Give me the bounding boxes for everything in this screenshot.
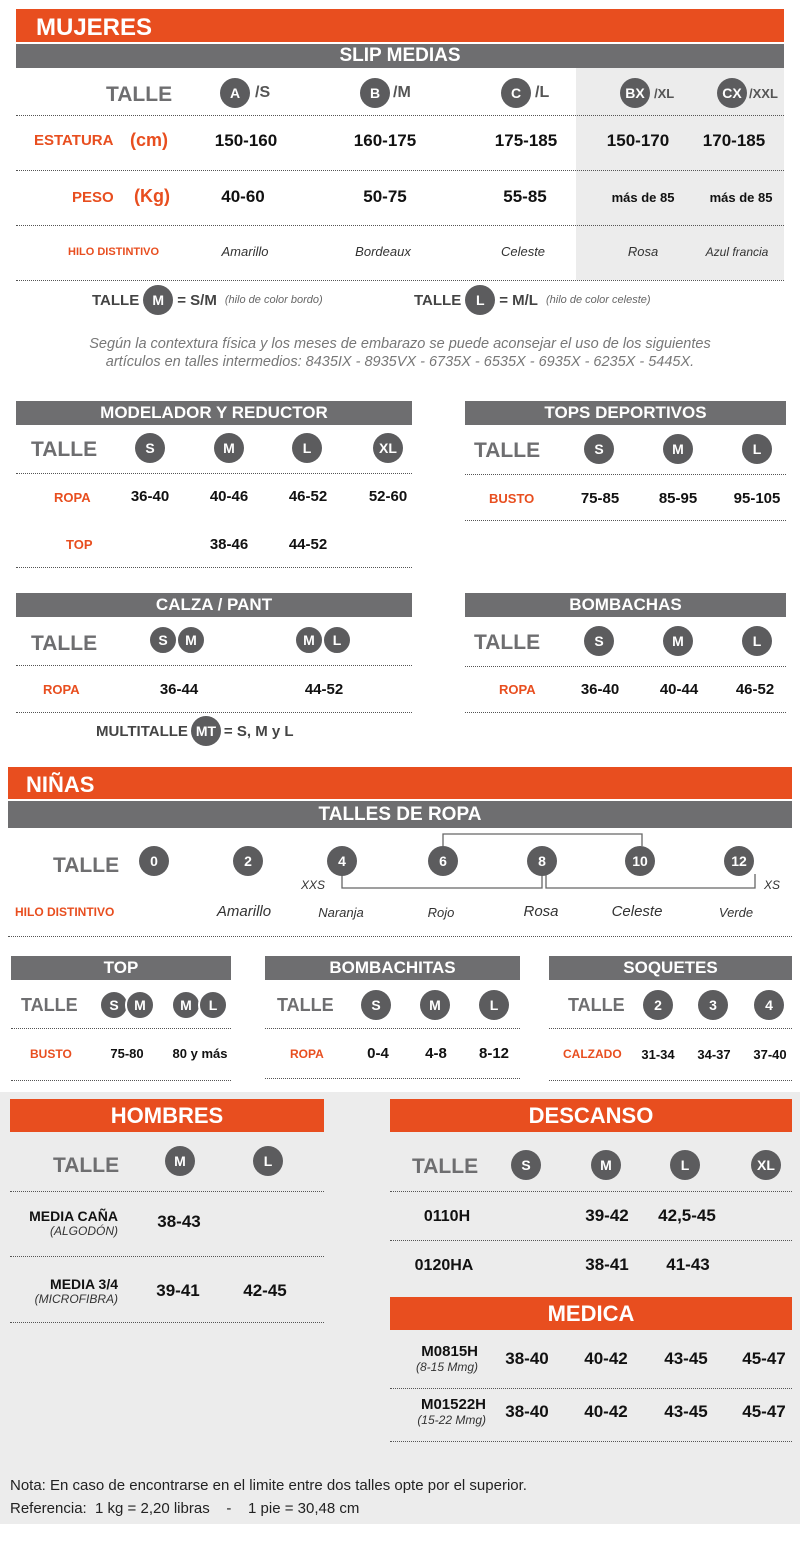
divider — [16, 280, 784, 281]
xs-label: XS — [764, 878, 781, 892]
tops-busto-l: 95-105 — [733, 490, 781, 507]
multitalle-label: MULTITALLE — [96, 722, 188, 740]
modelador-l-circle: L — [292, 433, 322, 463]
size-b-circle: B — [360, 78, 390, 108]
soquetes-calzado-2: 31-34 — [641, 1047, 675, 1062]
descanso-0110h-m: 39-42 — [585, 1206, 629, 1225]
note-l-eq: = M/L — [499, 291, 538, 309]
estatura-unit: (cm) — [130, 130, 169, 150]
divider — [11, 1080, 231, 1081]
divider — [549, 1028, 792, 1029]
hombres-m-circle: M — [165, 1146, 195, 1176]
ninas-top-header: TOP — [11, 956, 231, 980]
bombachas-talle-label: TALLE — [474, 631, 541, 654]
size-c-circle: C — [501, 78, 531, 108]
divider — [10, 1191, 324, 1192]
note-talle-label: TALLE — [92, 291, 140, 309]
bracket-4-8 — [342, 874, 542, 888]
modelador-ropa-label: ROPA — [54, 490, 91, 505]
soquetes-header: SOQUETES — [549, 956, 792, 980]
m0815h-row-label — [390, 1343, 478, 1374]
m01522h-name: M01522H — [420, 1396, 486, 1413]
bracket-8-12 — [546, 874, 755, 888]
soquetes-talle-label: TALLE — [568, 995, 625, 1015]
descanso-0110h-l: 42,5-45 — [658, 1206, 716, 1225]
ninas-top-m2-circle: M — [171, 990, 201, 1020]
size-a-circle: A — [220, 78, 250, 108]
descanso-0120ha-name: 0120HA — [414, 1257, 474, 1274]
note-m-hint: (hilo de color bordo) — [224, 294, 323, 306]
ninas-top-talle-label: TALLE — [21, 995, 78, 1015]
soquetes-calzado-3: 34-37 — [697, 1047, 731, 1062]
hilo-cx: Azul francia — [705, 245, 769, 259]
divider — [465, 712, 786, 713]
multitalle-eq: = S, M y L — [223, 722, 294, 740]
m01522h-m: 40-42 — [584, 1402, 628, 1421]
note-m-eq: = S/M — [177, 291, 217, 309]
divider — [390, 1191, 792, 1192]
m0815h-name: M0815H — [421, 1343, 478, 1360]
talles-de-ropa-header: TALLES DE ROPA — [8, 801, 792, 828]
bombachas-ropa-label: ROPA — [499, 682, 536, 697]
ninas-top-busto-sm: 75-80 — [110, 1046, 144, 1061]
estatura-a: 150-160 — [214, 131, 278, 150]
peso-unit: (Kg) — [134, 186, 170, 206]
size-2-circle: 2 — [233, 846, 263, 876]
descanso-s-circle: S — [511, 1150, 541, 1180]
bombachitas-header: BOMBACHITAS — [265, 956, 520, 980]
divider — [16, 712, 412, 713]
divider — [11, 1028, 231, 1029]
descanso-xl-circle: XL — [751, 1150, 781, 1180]
soquetes-3-circle: 3 — [698, 990, 728, 1020]
calza-ropa-sm: 36-44 — [159, 681, 199, 698]
descanso-l-circle: L — [670, 1150, 700, 1180]
ninas-hilo-amarillo: Amarillo — [216, 903, 272, 920]
hombres-header: HOMBRES — [10, 1099, 324, 1132]
bombachas-l-circle: L — [742, 626, 772, 656]
modelador-m-circle: M — [214, 433, 244, 463]
xxs-label: XXS — [301, 878, 326, 892]
descanso-0110h-name: 0110H — [423, 1208, 471, 1225]
ninas-top-l-circle: L — [198, 990, 228, 1020]
modelador-ropa-xl: 52-60 — [368, 488, 408, 505]
multitalle-note — [96, 716, 294, 746]
bombachas-ropa-s: 36-40 — [580, 681, 620, 698]
m0815h-m: 40-42 — [584, 1349, 628, 1368]
divider — [465, 520, 786, 521]
note-l-circle: L — [465, 285, 495, 315]
ninas-top-m-circle: M — [125, 990, 155, 1020]
hilo-distintivo-label: HILO DISTINTIVO — [68, 246, 160, 258]
tops-talle-label: TALLE — [474, 439, 541, 462]
modelador-ropa-l: 46-52 — [288, 488, 328, 505]
size-m-suffix: /M — [393, 84, 411, 101]
ninas-hilo-label: HILO DISTINTIVO — [15, 905, 115, 919]
m01522h-l: 43-45 — [664, 1402, 708, 1421]
size-12-circle: 12 — [724, 846, 754, 876]
bombachitas-ropa-label: ROPA — [290, 1047, 324, 1061]
modelador-ropa-s: 36-40 — [130, 488, 170, 505]
divider — [16, 115, 784, 116]
divider — [390, 1388, 792, 1389]
bombachitas-ropa-s: 0-4 — [367, 1045, 389, 1062]
m01522h-xl: 45-47 — [742, 1402, 786, 1421]
calza-ropa-ml: 44-52 — [304, 681, 344, 698]
bombachitas-ropa-m: 4-8 — [425, 1045, 447, 1062]
estatura-c: 175-185 — [494, 131, 558, 150]
media-34-l: 42-45 — [243, 1281, 287, 1300]
divider — [549, 1080, 792, 1081]
m01522h-sub: (15-22 Mmg) — [417, 1413, 486, 1427]
m0815h-s: 38-40 — [505, 1349, 549, 1368]
modelador-top-m: 38-46 — [209, 536, 249, 553]
divider — [465, 666, 786, 667]
peso-a: 40-60 — [221, 187, 265, 206]
bombachas-header: BOMBACHAS — [465, 593, 786, 617]
size-10-circle: 10 — [625, 846, 655, 876]
divider — [265, 1028, 520, 1029]
ninas-header: NIÑAS — [8, 767, 792, 799]
calza-m-circle: M — [176, 625, 206, 655]
embarazo-paragraph — [0, 335, 800, 371]
bombachitas-s-circle: S — [361, 990, 391, 1020]
bombachitas-l-circle: L — [479, 990, 509, 1020]
medica-header: MEDICA — [390, 1297, 792, 1330]
m01522h-s: 38-40 — [505, 1402, 549, 1421]
divider — [16, 473, 412, 474]
modelador-talle-label: TALLE — [31, 438, 98, 461]
m0815h-sub: (8-15 Mmg) — [415, 1360, 478, 1374]
media-cana-m: 38-43 — [157, 1212, 201, 1231]
size-range-brackets — [0, 828, 800, 896]
bombachas-ropa-m: 40-44 — [659, 681, 699, 698]
size-bx-circle: BX — [620, 78, 650, 108]
ninas-top-busto-ml: 80 y más — [172, 1046, 228, 1061]
calza-m2-circle: M — [294, 625, 324, 655]
note-talle-label: TALLE — [414, 291, 462, 309]
m0815h-l: 43-45 — [664, 1349, 708, 1368]
calza-ropa-label: ROPA — [43, 682, 80, 697]
bombachas-m-circle: M — [663, 626, 693, 656]
mujeres-header: MUJERES — [16, 9, 784, 42]
divider — [390, 1240, 792, 1241]
ninas-hilo-naranja: Naranja — [318, 905, 364, 920]
size-s-suffix: /S — [255, 84, 271, 101]
modelador-ropa-m: 40-46 — [209, 488, 249, 505]
modelador-top-label: TOP — [66, 537, 93, 552]
ninas-hilo-rojo: Rojo — [427, 905, 455, 920]
tops-busto-label: BUSTO — [489, 491, 535, 506]
divider — [8, 936, 792, 937]
divider — [390, 1441, 792, 1442]
bombachitas-ropa-l: 8-12 — [478, 1045, 510, 1062]
size-cx-circle: CX — [717, 78, 747, 108]
estatura-bx: 150-170 — [606, 131, 670, 150]
divider — [16, 567, 412, 568]
size-4-circle: 4 — [327, 846, 357, 876]
multitalle-circle: MT — [191, 716, 221, 746]
media-34-row-label — [10, 1276, 118, 1306]
ninas-hilo-rosa: Rosa — [523, 903, 559, 920]
ninas-talle-label: TALLE — [53, 854, 120, 877]
hilo-a: Amarillo — [221, 244, 269, 259]
peso-c: 55-85 — [503, 187, 547, 206]
estatura-cx: 170-185 — [702, 131, 766, 150]
divider — [10, 1322, 324, 1323]
descanso-header: DESCANSO — [390, 1099, 792, 1132]
size-6-circle: 6 — [428, 846, 458, 876]
modelador-xl-circle: XL — [373, 433, 403, 463]
size-xxl-suffix: /XXL — [749, 86, 778, 101]
divider — [16, 225, 784, 226]
media-cana-sub: (ALGODÓN) — [49, 1224, 118, 1238]
peso-bx: más de 85 — [611, 190, 675, 205]
soquetes-4-circle: 4 — [754, 990, 784, 1020]
estatura-b: 160-175 — [353, 131, 417, 150]
divider — [465, 474, 786, 475]
note-m-circle: M — [143, 285, 173, 315]
m01522h-row-label — [390, 1396, 486, 1427]
bombachitas-talle-label: TALLE — [277, 995, 334, 1015]
descanso-talle-label: TALLE — [412, 1155, 479, 1178]
hilo-b: Bordeaux — [355, 244, 411, 259]
soquetes-2-circle: 2 — [643, 990, 673, 1020]
slip-talle-label: TALLE — [106, 83, 173, 106]
m0815h-xl: 45-47 — [742, 1349, 786, 1368]
descanso-0120ha-m: 38-41 — [585, 1255, 629, 1274]
estatura-label: ESTATURA — [34, 132, 114, 149]
paragraph-line-1: Según la contextura física y los meses de embarazo se puede aconsejar el uso de los siguientes — [89, 336, 711, 352]
hombres-talle-label: TALLE — [53, 1154, 120, 1177]
size-0-circle: 0 — [139, 846, 169, 876]
modelador-s-circle: S — [135, 433, 165, 463]
media-34-sub: (MICROFIBRA) — [34, 1292, 118, 1306]
tops-m-circle: M — [663, 434, 693, 464]
size-l-suffix: /L — [535, 84, 550, 101]
tops-busto-m: 85-95 — [658, 490, 698, 507]
divider — [10, 1256, 324, 1257]
tops-deportivos-header: TOPS DEPORTIVOS — [465, 401, 786, 425]
talle-l-note — [414, 284, 651, 316]
slip-medias-header: SLIP MEDIAS — [16, 44, 784, 68]
bombachas-s-circle: S — [584, 626, 614, 656]
ninas-hilo-celeste: Celeste — [611, 903, 663, 920]
calza-s-circle: S — [148, 625, 178, 655]
footer-nota: Nota: En caso de encontrarse en el limite entre dos talles opte por el superior. — [10, 1477, 527, 1494]
soquetes-calzado-label: CALZADO — [563, 1047, 622, 1061]
calza-l-circle: L — [322, 625, 352, 655]
calza-pant-header: CALZA / PANT — [16, 593, 412, 617]
peso-cx: más de 85 — [709, 190, 773, 205]
hilo-bx: Rosa — [627, 244, 659, 259]
media-34-m: 39-41 — [156, 1281, 200, 1300]
modelador-header: MODELADOR Y REDUCTOR — [16, 401, 412, 425]
paragraph-line-2: artículos en talles intermedios: 8435IX - 8935VX - 6735X - 6535X - 6935X - 6235X - 5445X. — [105, 354, 695, 370]
talle-m-note — [92, 284, 323, 316]
bombachas-ropa-l: 46-52 — [735, 681, 775, 698]
ninas-hilo-verde: Verde — [718, 905, 754, 920]
ninas-top-busto-label: BUSTO — [30, 1047, 72, 1061]
tops-l-circle: L — [742, 434, 772, 464]
media-cana-row-label — [10, 1208, 118, 1238]
tops-s-circle: S — [584, 434, 614, 464]
size-8-circle: 8 — [527, 846, 557, 876]
modelador-top-l: 44-52 — [288, 536, 328, 553]
ninas-top-s-circle: S — [99, 990, 129, 1020]
peso-b: 50-75 — [363, 187, 407, 206]
note-l-hint: (hilo de color celeste) — [545, 294, 651, 306]
media-cana-name: MEDIA CAÑA — [29, 1208, 118, 1224]
divider — [16, 665, 412, 666]
hilo-c: Celeste — [500, 244, 546, 259]
descanso-m-circle: M — [591, 1150, 621, 1180]
descanso-0120ha-l: 41-43 — [666, 1255, 710, 1274]
size-xl-suffix: /XL — [654, 86, 675, 101]
tops-busto-s: 75-85 — [580, 490, 620, 507]
divider — [265, 1078, 520, 1079]
footer-referencia: Referencia: 1 kg = 2,20 libras - 1 pie = 30,48 cm — [10, 1500, 360, 1517]
divider — [16, 170, 784, 171]
bombachitas-m-circle: M — [420, 990, 450, 1020]
soquetes-calzado-4: 37-40 — [753, 1047, 787, 1062]
media-34-name: MEDIA 3/4 — [50, 1276, 118, 1292]
hombres-l-circle: L — [253, 1146, 283, 1176]
bracket-6-10 — [443, 834, 642, 846]
calza-talle-label: TALLE — [31, 632, 98, 655]
peso-label: PESO — [72, 189, 114, 206]
